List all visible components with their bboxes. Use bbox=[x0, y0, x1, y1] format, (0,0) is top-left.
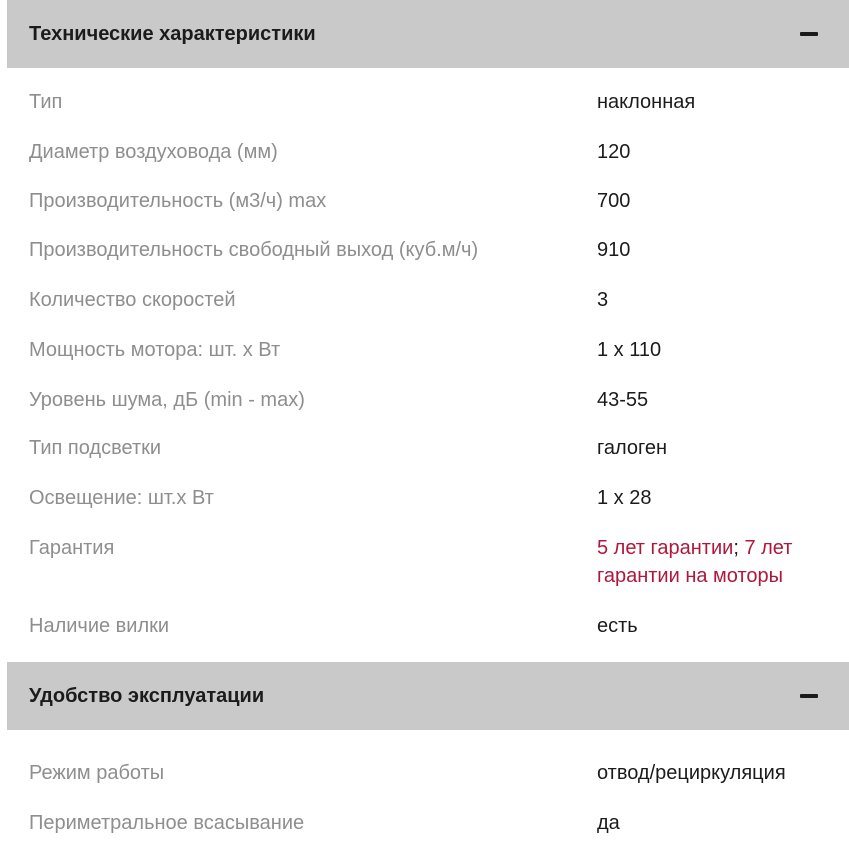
spec-value: 43-55 bbox=[597, 389, 649, 411]
spec-label: Гарантия bbox=[29, 537, 115, 559]
spec-value: 910 bbox=[597, 239, 631, 261]
spec-label: Тип подсветки bbox=[29, 437, 162, 459]
spec-label: Периметральное всасывание bbox=[29, 812, 305, 834]
spec-value: отвод/рециркуляция bbox=[597, 762, 786, 784]
minus-icon[interactable] bbox=[800, 32, 818, 36]
spec-value bbox=[597, 534, 829, 590]
spec-label: Диаметр воздуховода (мм) bbox=[29, 141, 278, 163]
spec-label: Освещение: шт.х Вт bbox=[29, 487, 214, 509]
spec-value: 1 х 110 bbox=[597, 339, 662, 361]
spec-value: есть bbox=[597, 615, 638, 637]
spec-label: Тип bbox=[29, 91, 63, 113]
spec-label: Режим работы bbox=[29, 762, 165, 784]
motor-warranty-link[interactable]: 7 лет гарантии на моторы bbox=[597, 537, 793, 587]
section-title: Технические характеристики bbox=[29, 22, 316, 45]
spec-value: 700 bbox=[597, 190, 631, 212]
spec-value: галоген bbox=[597, 437, 668, 459]
spec-value: 1 х 28 bbox=[597, 487, 652, 509]
spec-label: Количество скоростей bbox=[29, 289, 236, 311]
spec-label: Наличие вилки bbox=[29, 615, 170, 637]
spec-value: да bbox=[597, 812, 620, 834]
minus-icon[interactable] bbox=[800, 694, 818, 698]
separator: ; bbox=[733, 537, 739, 559]
spec-label: Уровень шума, дБ (min - max) bbox=[29, 389, 305, 411]
section-header-usability[interactable] bbox=[7, 662, 849, 730]
spec-label: Мощность мотора: шт. х Вт bbox=[29, 339, 281, 361]
warranty-link[interactable]: 5 лет гарантии bbox=[597, 537, 734, 559]
spec-value: наклонная bbox=[597, 91, 696, 113]
spec-label: Производительность свободный выход (куб.м/ч) bbox=[29, 239, 479, 261]
spec-value: 120 bbox=[597, 141, 631, 163]
spec-label: Производительность (м3/ч) max bbox=[29, 190, 327, 212]
section-title: Удобство эксплуатации bbox=[29, 684, 265, 707]
spec-value: 3 bbox=[597, 289, 609, 311]
section-header-specs[interactable] bbox=[7, 0, 849, 68]
